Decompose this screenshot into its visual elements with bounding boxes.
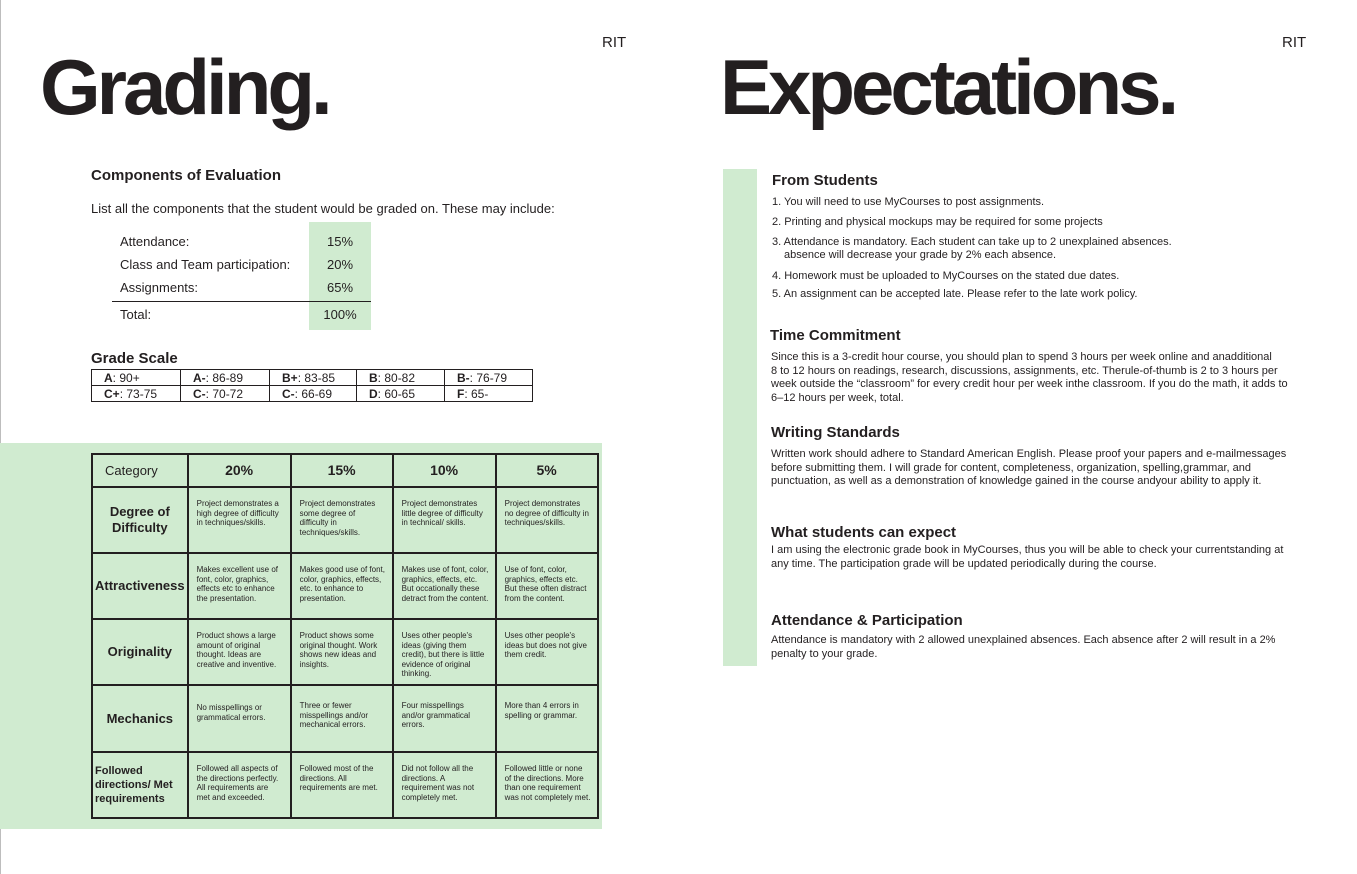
grade-cell: C-: 66-69 [270,386,357,402]
list-item: 5. An assignment can be accepted late. Please refer to the late work policy. [772,288,1138,300]
total-divider [112,301,371,302]
component-value: 65% [326,280,354,295]
rubric-category: Degree of Difficulty [92,487,188,553]
rit-label-right: RIT [1282,34,1307,51]
total-label: Total: [120,307,152,322]
expectations-title: Expectations. [720,43,1176,131]
list-item: 2. Printing and physical mockups may be required for some projects [772,216,1103,228]
table-row [92,370,533,386]
attendance-text: Attendance is mandatory with 2 allowed unexplained absences. Each absence after 2 will result in a 2% penalty to your grade. [771,634,1276,660]
grading-title: Grading. [40,43,329,131]
expectations-accent-bar [723,169,757,666]
table-row [92,619,598,685]
writing-standards-text: Written work should adhere to Standard American English. Please proof your papers and e-mailmessages before submitting them. I will grade for content, completeness, organization, spelling,grammar, and punctuation, as well as a demonstration of knowledge gained in the course andyour ability to apply it. [771,448,1287,487]
list-item: absence will decrease your grade by 2% each absence. [784,249,1057,261]
grade-scale-heading: Grade Scale [91,350,178,367]
components-heading: Components of Evaluation [91,167,282,184]
rit-label-left: RIT [602,34,627,51]
grade-cell: B+: 83-85 [270,370,357,386]
rubric-cell: Product shows some original thought. Work shows new ideas and insights. [291,619,393,685]
component-label: Assignments: [120,280,199,295]
what-students-expect-heading: What students can expect [771,524,957,541]
rubric-header-cell: 15% [291,454,393,487]
table-row [92,487,598,553]
rubric-category: Followed directions/ Met requirements [92,752,188,818]
grade-cell: B: 80-82 [357,370,445,386]
rubric-cell: Uses other people's ideas but does not give them credit. [496,619,598,685]
grade-cell: A: 90+ [92,370,181,386]
rubric-table [91,453,599,819]
table-row [92,386,533,402]
rubric-header-cell: 5% [496,454,598,487]
rubric-cell: More than 4 errors in spelling or grammar. [496,685,598,752]
rubric-cell: Makes use of font, color, graphics, effects, etc. But occationally these detract from the content. [393,553,496,619]
component-value: 15% [326,234,354,249]
writing-standards-heading: Writing Standards [771,424,900,441]
rubric-category: Originality [92,619,188,685]
grade-cell: F: 65- [445,386,533,402]
rubric-header-cell: 10% [393,454,496,487]
components-intro: List all the components that the student would be graded on. These may include: [91,201,555,216]
rubric-cell: Makes good use of font, color, graphics, effects, etc. to enhance to presentation. [291,553,393,619]
rubric-cell: Followed most of the directions. All requirements are met. [291,752,393,818]
rubric-cell: Three or fewer misspellings and/or mechanical errors. [291,685,393,752]
rubric-cell: Uses other people's ideas (giving them credit), but there is little evidence of original thinking. [393,619,496,685]
rubric-cell: Did not follow all the directions. A requirement was not completely met. [393,752,496,818]
rubric-category: Attractiveness [92,553,188,619]
rubric-cell: Makes excellent use of font, color, graphics, effects etc to enhance the presentation. [188,553,291,619]
rubric-cell: Project demonstrates little degree of difficulty in technical/ skills. [393,487,496,553]
list-item: 3. Attendance is mandatory. Each student can take up to 2 unexplained absences. [772,236,1172,248]
rubric-cell: Project demonstrates some degree of difficulty in techniques/skills. [291,487,393,553]
rubric-cell: Project demonstrates no degree of difficulty in techniques/skills. [496,487,598,553]
total-value: 100% [323,307,357,322]
component-label: Attendance: [120,234,190,249]
rubric-header-cell: Category [92,454,188,487]
table-row [92,752,598,818]
grade-scale-table [91,369,533,402]
attendance-heading: Attendance & Participation [771,612,963,629]
rubric-cell: Followed little or none of the directions. More than one requirement was not completely met. [496,752,598,818]
grade-cell: D: 60-65 [357,386,445,402]
time-commitment-text: Since this is a 3-credit hour course, you should plan to spend 3 hours per week online and anadditional 8 to 12 hours on readings, research, discussions, assignments, etc. Therule-of-thumb is 2 to 3 hours per week outside the “classroom” for every credit hour per week inthe classroom. If you do the math, it adds to 6–12 hours per week, total. [771,351,1288,404]
grade-cell: B-: 76-79 [445,370,533,386]
what-students-expect-text: I am using the electronic grade book in MyCourses, thus you will be able to check your currentstanding at any time. The participation grade will be updated periodically during the course. [771,544,1284,570]
list-item: 4. Homework must be uploaded to MyCourses on the stated due dates. [772,270,1120,282]
rubric-category: Mechanics [92,685,188,752]
list-item: 1. You will need to use MyCourses to post assignments. [772,196,1045,208]
rubric-cell: Project demonstrates a high degree of difficulty in techniques/skills. [188,487,291,553]
grade-cell: A-: 86-89 [181,370,270,386]
rubric-cell: Use of font, color, graphics, effects etc. But these often distract from the content. [496,553,598,619]
from-students-heading: From Students [772,172,878,189]
table-row [92,685,598,752]
rubric-cell: Followed all aspects of the directions perfectly. All requirements are met and exceeded. [188,752,291,818]
rubric-cell: Four misspellings and/or grammatical errors. [393,685,496,752]
component-value: 20% [326,257,354,272]
rubric-header-cell: 20% [188,454,291,487]
component-label: Class and Team participation: [120,257,291,272]
table-row [92,553,598,619]
grade-cell: C-: 70-72 [181,386,270,402]
time-commitment-heading: Time Commitment [770,327,901,344]
grade-cell: C+: 73-75 [92,386,181,402]
rubric-cell: No misspellings or grammatical errors. [188,685,291,752]
rubric-cell: Product shows a large amount of original thought. Ideas are creative and inventive. [188,619,291,685]
table-row [92,454,598,487]
